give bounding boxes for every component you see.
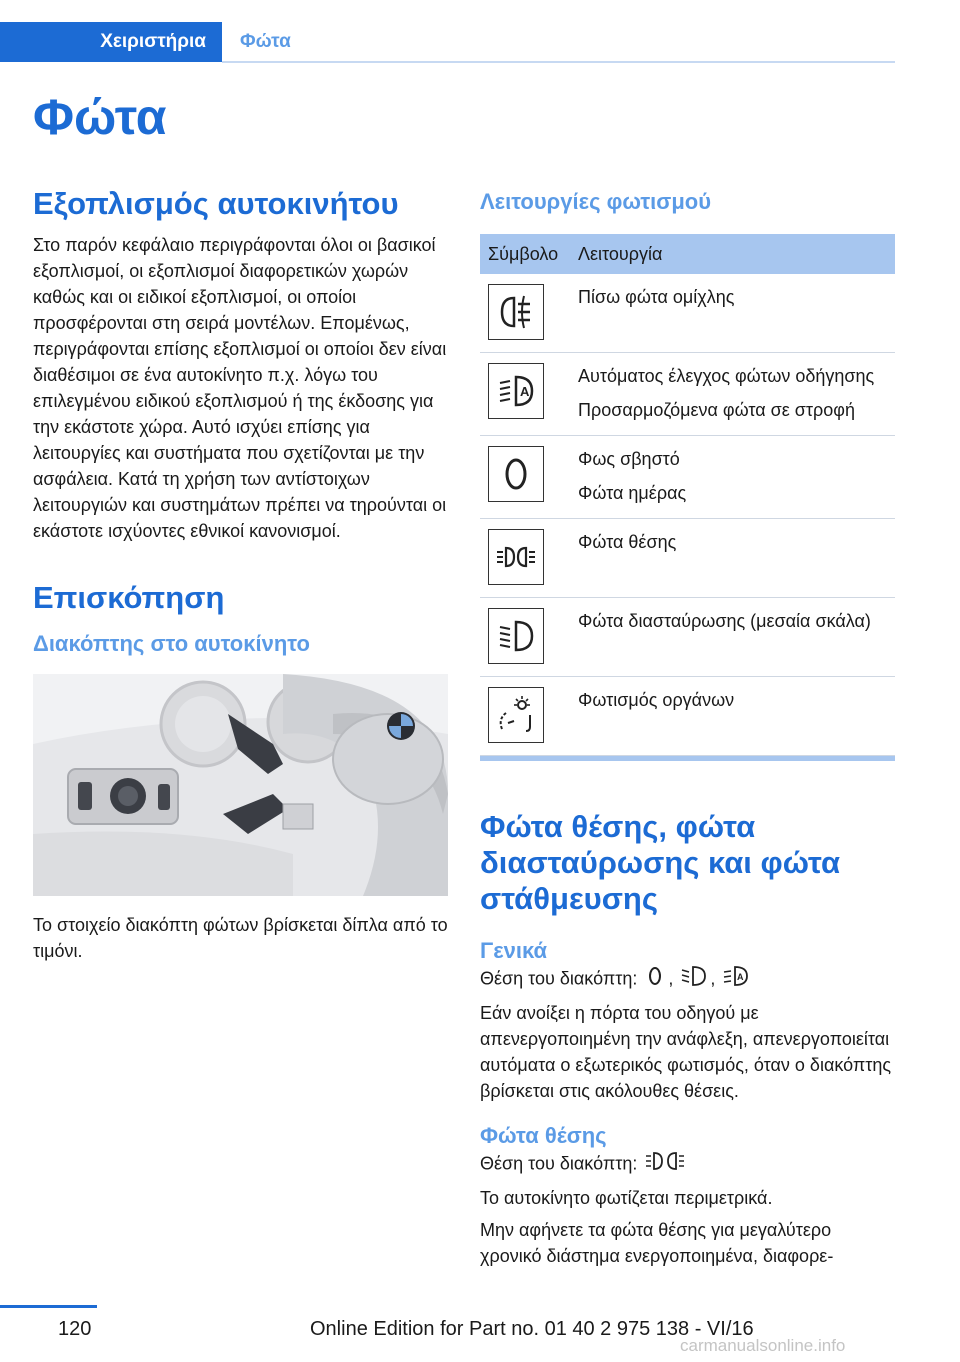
function-text: Φως σβηστό [578,449,680,469]
svg-text:A: A [737,972,744,982]
function-text: Φώτα θέσης [578,532,677,552]
low-beam-icon [488,608,544,664]
column-header-function: Λειτουργία [578,243,663,264]
parking-text-2: Μην αφήνετε τα φώτα θέσης για μεγαλύτερο χρονικό διάστημα ενεργοποιημένα, διαφορε- [480,1220,834,1266]
header-rule [222,61,895,63]
svg-text:A: A [520,384,530,399]
table-row [480,677,895,756]
tab-controls[interactable]: Χειριστήρια [0,22,222,62]
table-bottom-rule [480,756,895,761]
parking-text-1: Το αυτοκίνητο φωτίζεται περιμετρικά. [480,1188,773,1208]
page-title: Φώτα [33,89,167,145]
lights-off-icon [488,446,544,502]
lights-off-icon [645,965,665,994]
auto-headlight-icon [488,363,544,419]
table-row [480,353,895,436]
watermark: carmanualsonline.info [680,1336,846,1355]
instrument-lighting-icon [488,687,544,743]
dashboard-photo [33,674,448,896]
function-text: Φώτα ημέρας [578,483,687,503]
parking-switch-label: Θέση του διακόπτη: [480,1153,638,1174]
function-text: Αυτόματος έλεγχος φώτων οδήγησης [578,366,875,386]
tab-lights[interactable]: Φώτα [240,31,291,52]
table-row [480,598,895,677]
parking-light-icon [488,529,544,585]
table-title: Λειτουργίες φωτισμού [480,189,712,214]
footer-rule [0,1305,97,1308]
overview-title: Επισκόπηση [33,580,225,615]
function-text: Φωτισμός οργάνων [578,690,735,710]
switch-subtitle: Διακόπτης στο αυτοκίνητο [33,631,310,656]
column-header-symbol: Σύμβολο [488,243,559,264]
low-beam-icon [681,965,707,994]
auto-headlight-icon [723,965,749,994]
equipment-text: Στο παρόν κεφάλαιο περιγράφονται όλοι οι βασικοί εξοπλισμοί, οι εξοπλισμοί διαφορετικών χωρών καθώς και οι ειδικοί εξοπλισμοί, οι οποίοι προσφέρονται στη σειρά μοντέλων. Επομένως, περιγράφονται επίσης εξοπλισμοί οι οποίοι δεν είναι διαθέσιμοι σε ένα αυτοκίνητο π.χ. λόγω του επιλεγμένου ειδικού εξοπλισμού ή της έκδοσης για την εκάστοτε χώρα. Αυτό ισχύει επίσης για λειτουργίες και συστήματα που σχετίζονται με την ασφάλεια. Κατά τη χρήση των αντίστοιχων λειτουργιών και συστημάτων πρέπει να τηρούνται οι εκάστοτε ισχύοντες εθνικοί κανονισμοί. [33,235,447,541]
function-text: Φώτα διασταύρωσης (μεσαία σκάλα) [578,611,871,631]
section2-title: Φώτα θέσης, φώτα διασταύρωσης και φώτα στάθμευσης [480,809,841,916]
function-text: Πίσω φώτα ομίχλης [578,287,735,307]
page-number: 120 [58,1318,92,1340]
switch-position-line: Θέση του διακόπτη: , , A [480,965,895,994]
photo-caption: Το στοιχείο διακόπτη φώτων βρίσκεται δίπλα από το τιμόνι. [33,915,448,961]
parking-title: Φώτα θέσης [480,1123,607,1148]
parking-switch-line [480,1150,895,1179]
left-column [33,186,448,964]
function-text: Προσαρμοζόμενα φώτα σε στροφή [578,400,855,420]
equipment-title: Εξοπλισμός αυτοκινήτου [33,186,399,221]
table-header [480,234,895,274]
right-column [480,186,895,1269]
rear-fog-light-icon [488,284,544,340]
switch-position-label: Θέση του διακόπτη: [480,968,638,989]
general-text: Εάν ανοίξει η πόρτα του οδηγού με απενεργοποιημένη την ανάφλεξη, απενεργοποιείται αυτόματα ο εξωτερικός φωτισμός, όταν ο διακόπτης βρίσκεται στις ακόλουθες θέσεις. [480,1003,892,1101]
table-row [480,436,895,519]
general-title: Γενικά [480,938,548,963]
table-row [480,519,895,598]
header-bar [0,22,960,64]
edition-text: Online Edition for Part no. 01 40 2 975 138 - VI/16 [310,1318,754,1340]
parking-light-icon [645,1150,685,1179]
table-row [480,274,895,353]
dashboard-illustration [33,674,448,896]
